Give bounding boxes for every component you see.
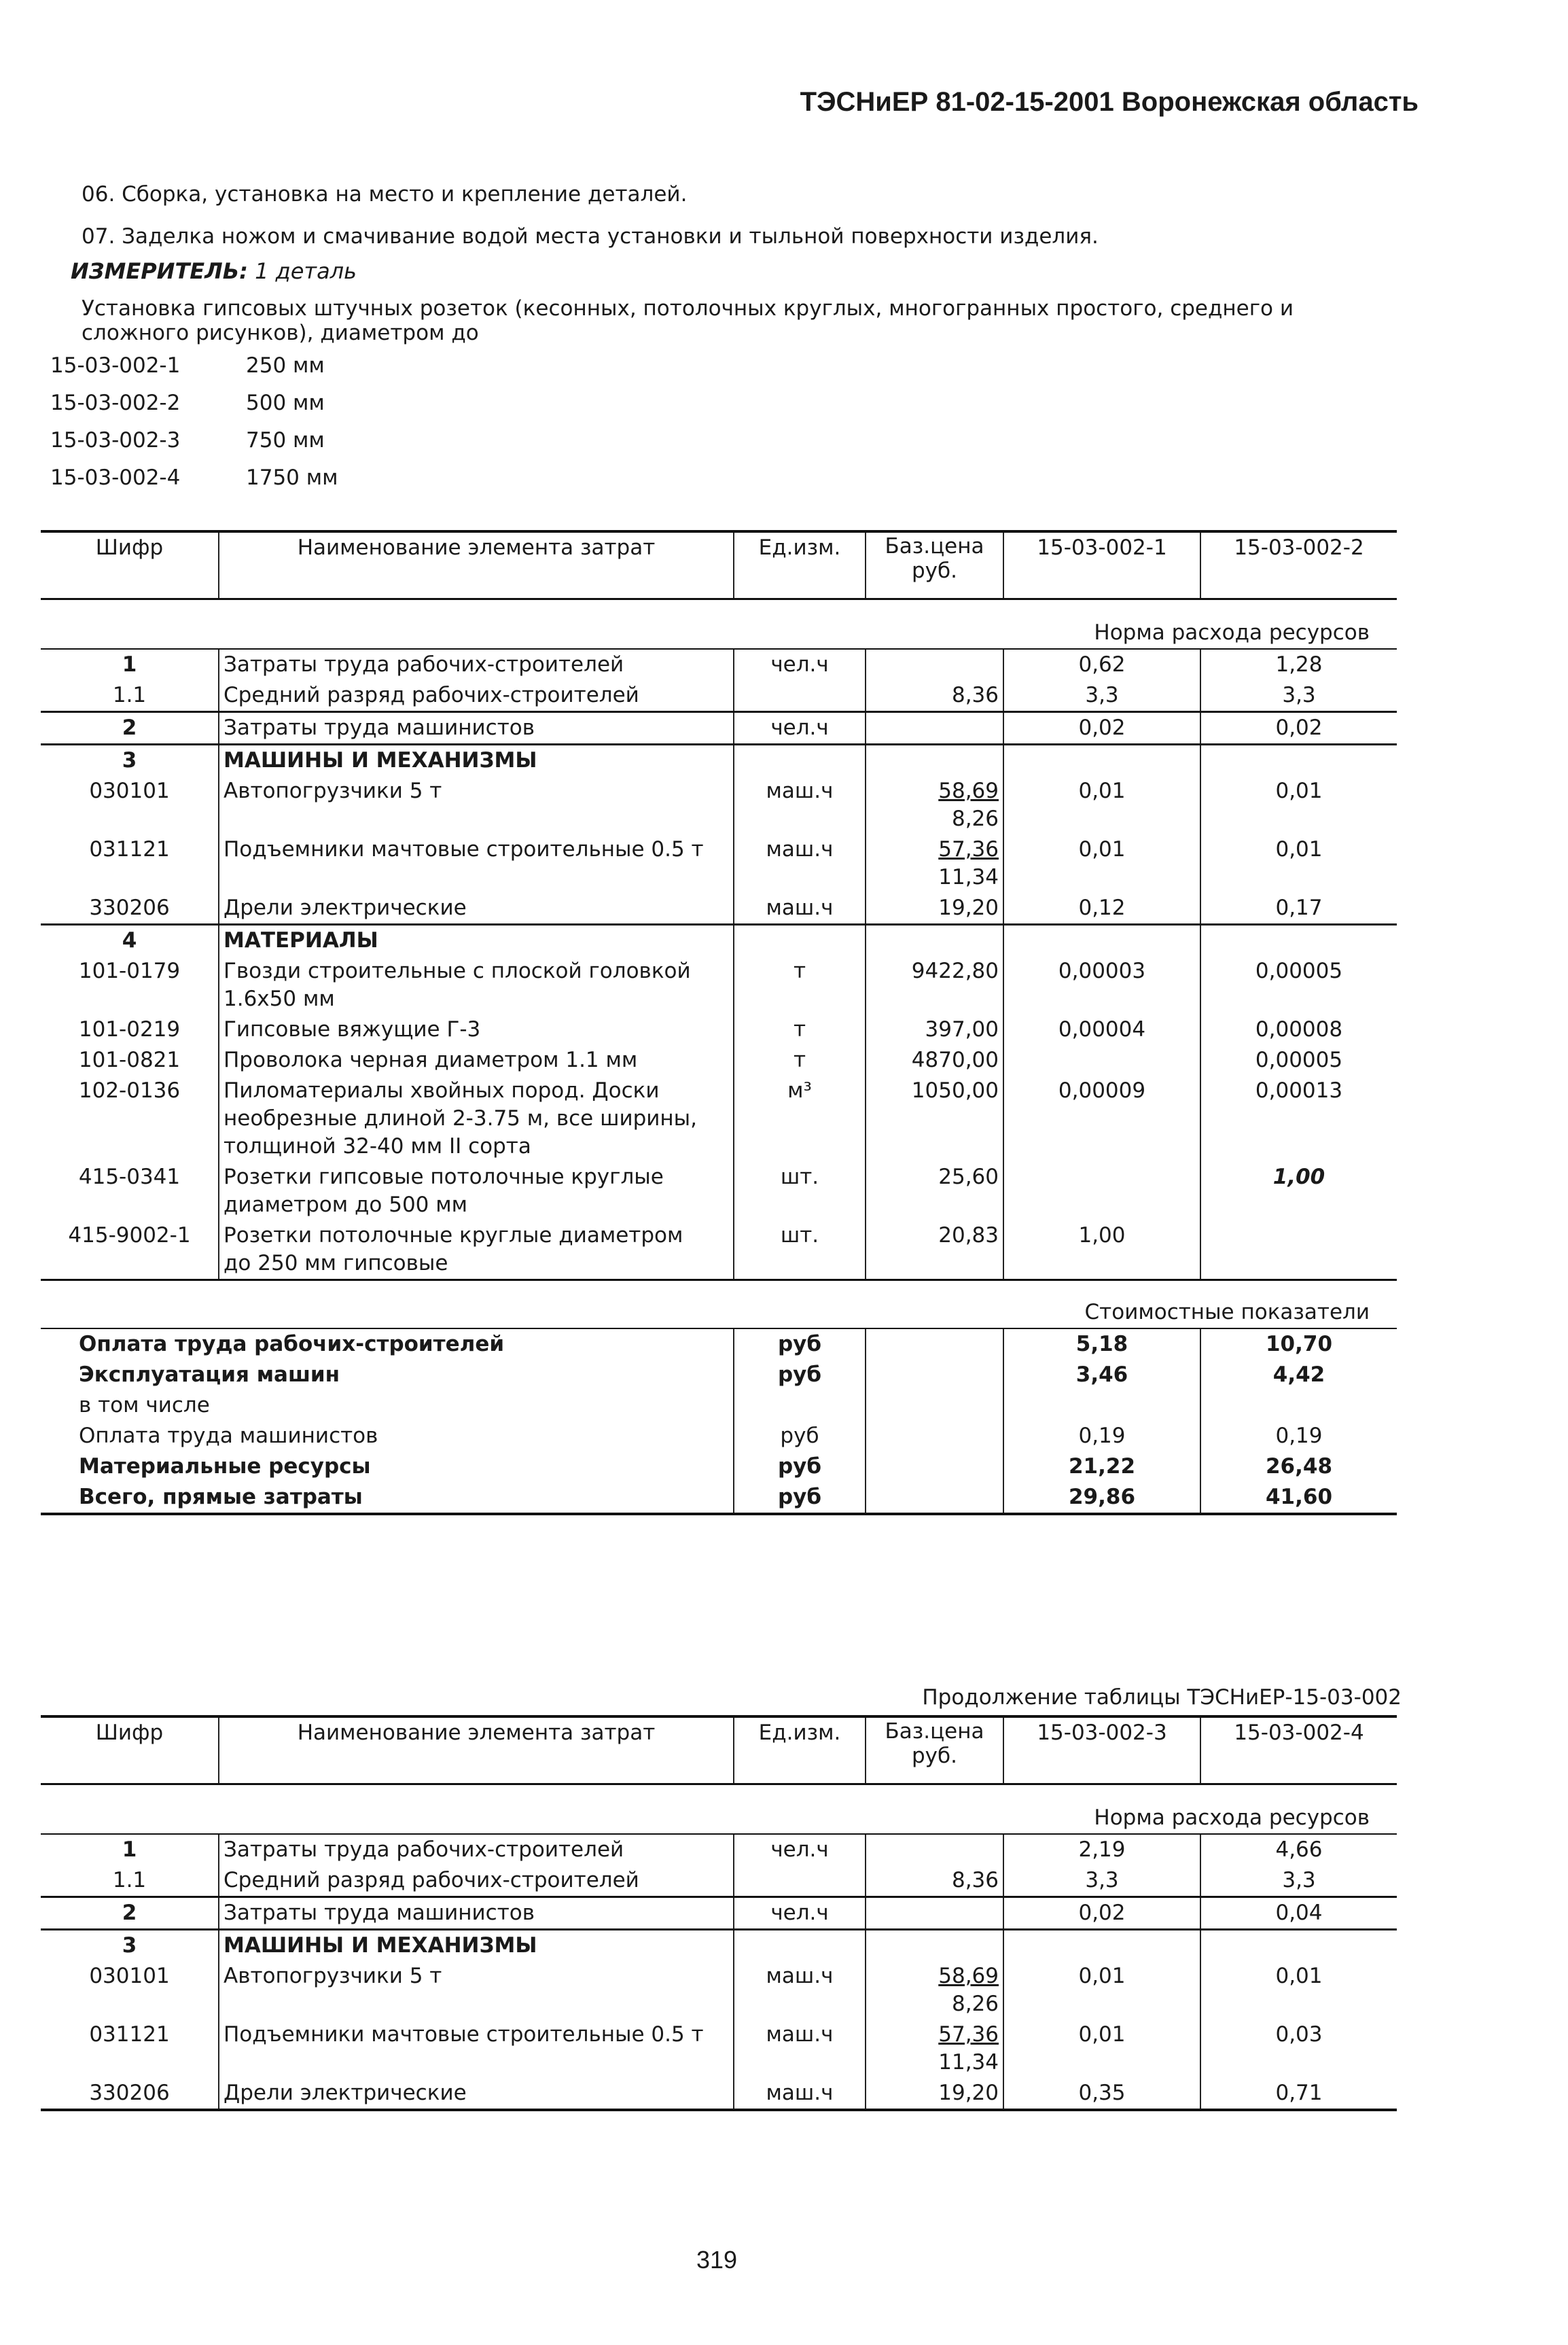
row-code: 030101 (89, 1964, 170, 1988)
row-price (866, 1834, 1003, 1865)
row-value-2: 1,28 (1200, 649, 1397, 680)
description-line-2: сложного рисунков), диаметром до (82, 321, 479, 345)
row-unit (734, 680, 866, 712)
row-code: 415-9002-1 (68, 1223, 191, 1248)
row-price-base: 57,36 (938, 2022, 999, 2047)
row-price-labor: 11,34 (938, 2050, 999, 2075)
row-name: Затраты труда машинистов (219, 712, 734, 745)
col-header-code: Шифр (41, 1716, 219, 1784)
row-name-line: Розетки гипсовые потолочные круглые (224, 1165, 664, 1189)
row-price (866, 1961, 1003, 2020)
row-value-2: 0,00005 (1200, 1045, 1397, 1076)
row-price (866, 834, 1003, 893)
row-value-2: 0,01 (1200, 776, 1397, 834)
row-name-line: 1.6х50 мм (224, 987, 335, 1011)
col-header-name: Наименование элемента затрат (219, 531, 734, 599)
resource-table-2 (41, 1715, 1397, 2111)
code-size: 1750 мм (246, 465, 338, 490)
row-code: 1.1 (112, 1868, 147, 1892)
row-value-2: 0,00005 (1200, 956, 1397, 1015)
row-name: Дрели электрические (219, 893, 734, 925)
table-row (41, 712, 1397, 745)
row-unit: маш.ч (734, 893, 866, 925)
row-value-1: 0,01 (1003, 776, 1200, 834)
col-header-variant-1: 15-03-002-1 (1003, 531, 1200, 599)
cost-label-row (41, 1280, 1397, 1329)
table-row (41, 1015, 1397, 1045)
row-value-1: 1,00 (1003, 1220, 1200, 1280)
cost-value-1: 0,19 (1003, 1421, 1200, 1451)
row-code: 1.1 (112, 683, 147, 707)
cost-name: в том числе (79, 1393, 210, 1417)
row-name: Затраты труда рабочих-строителей (219, 1834, 734, 1865)
row-value-1: 0,00009 (1003, 1076, 1200, 1162)
row-name: Проволока черная диаметром 1.1 мм (219, 1045, 734, 1076)
row-unit: м³ (734, 1076, 866, 1162)
row-value-1: 0,01 (1003, 1961, 1200, 2020)
table-row (41, 1834, 1397, 1865)
table-row (41, 834, 1397, 893)
row-name: Автопогрузчики 5 т (219, 1961, 734, 2020)
row-price-labor: 8,26 (951, 1992, 999, 2016)
row-value-2: 3,3 (1200, 680, 1397, 712)
section-row (41, 925, 1397, 957)
row-name-line: толщиной 32-40 мм II сорта (224, 1134, 531, 1159)
cost-row (41, 1421, 1397, 1451)
row-name: Затраты труда машинистов (219, 1897, 734, 1930)
table-header (41, 1716, 1397, 1784)
row-code: 031121 (89, 837, 170, 862)
row-value-1: 0,01 (1003, 834, 1200, 893)
row-unit: маш.ч (734, 2078, 866, 2110)
col-header-name: Наименование элемента затрат (219, 1716, 734, 1784)
row-name: Затраты труда рабочих-строителей (219, 649, 734, 680)
table-row (41, 956, 1397, 1015)
row-name-line: Гвозди строительные с плоской головкой (224, 959, 691, 983)
row-price: 19,20 (866, 2078, 1003, 2110)
row-value-2: 0,17 (1200, 893, 1397, 925)
row-name: Средний разряд рабочих-строителей (219, 1865, 734, 1897)
row-unit: т (734, 1015, 866, 1045)
row-price: 20,83 (866, 1220, 1003, 1280)
row-code: 2 (41, 712, 219, 745)
row-price (866, 1897, 1003, 1930)
cost-unit: руб (734, 1482, 866, 1514)
col-header-unit: Ед.изм. (734, 1716, 866, 1784)
row-value-1: 2,19 (1003, 1834, 1200, 1865)
cost-row (41, 1482, 1397, 1514)
col-header-code: Шифр (41, 531, 219, 599)
row-value-2: 0,01 (1200, 834, 1397, 893)
row-unit: т (734, 1045, 866, 1076)
row-value-1: 0,00004 (1003, 1015, 1200, 1045)
row-value-1: 0,35 (1003, 2078, 1200, 2110)
norm-label: Норма расхода ресурсов (41, 1784, 1397, 1835)
row-value-2: 0,00013 (1200, 1076, 1397, 1162)
row-price (866, 2020, 1003, 2078)
table-row (41, 776, 1397, 834)
row-name-continuation (224, 1105, 729, 1161)
code-item: 15-03-002-2 (50, 391, 181, 415)
cost-row (41, 1451, 1397, 1482)
code-size: 750 мм (246, 428, 325, 453)
row-value-2 (1200, 1220, 1397, 1280)
section-row (41, 1930, 1397, 1962)
row-name (219, 1162, 734, 1220)
cost-value-1: 5,18 (1003, 1328, 1200, 1360)
cost-name: Оплата труда рабочих-строителей (79, 1332, 505, 1356)
row-price: 1050,00 (866, 1076, 1003, 1162)
cost-row (41, 1360, 1397, 1390)
row-code: 330206 (89, 896, 170, 920)
row-value-1: 0,02 (1003, 712, 1200, 745)
row-price: 8,36 (866, 1865, 1003, 1897)
col-header-variant-2: 15-03-002-2 (1200, 531, 1397, 599)
cost-unit: руб (734, 1328, 866, 1360)
row-price (866, 649, 1003, 680)
cost-unit: руб (734, 1421, 866, 1451)
row-unit: чел.ч (734, 1897, 866, 1930)
cost-value-2: 0,19 (1200, 1421, 1397, 1451)
section-title: МАШИНЫ И МЕХАНИЗМЫ (219, 1930, 734, 1962)
row-code: 3 (41, 1930, 219, 1962)
cost-value-2: 41,60 (1200, 1482, 1397, 1514)
code-item: 15-03-002-3 (50, 428, 181, 453)
col-header-price-line1: Баз.цена (885, 1719, 984, 1744)
section-title: МАШИНЫ И МЕХАНИЗМЫ (219, 745, 734, 777)
row-value-1: 0,01 (1003, 2020, 1200, 2078)
row-price: 9422,80 (866, 956, 1003, 1015)
table-row (41, 1220, 1397, 1280)
row-name (219, 1220, 734, 1280)
row-name-line: Розетки потолочные круглые диаметром (224, 1223, 683, 1248)
row-value-1: 3,3 (1003, 680, 1200, 712)
cost-value-1: 3,46 (1003, 1360, 1200, 1390)
resource-table-1 (41, 530, 1397, 1515)
row-value-2: 0,71 (1200, 2078, 1397, 2110)
step-06: 06. Сборка, установка на место и крепление деталей. (82, 182, 688, 207)
row-price: 8,36 (866, 680, 1003, 712)
section-row (41, 745, 1397, 777)
row-name (219, 956, 734, 1015)
row-name: Дрели электрические (219, 2078, 734, 2110)
description-line-1: Установка гипсовых штучных розеток (кесонных, потолочных круглых, многогранных простого, среднего и (82, 296, 1294, 321)
col-header-price-line2: руб. (912, 559, 957, 583)
row-price: 19,20 (866, 893, 1003, 925)
row-unit: т (734, 956, 866, 1015)
row-price: 397,00 (866, 1015, 1003, 1045)
continuation-caption: Продолжение таблицы ТЭСНиЕР-15-03-002 (922, 1685, 1402, 1710)
cost-name: Материальные ресурсы (79, 1454, 371, 1479)
col-header-price (866, 1716, 1003, 1784)
row-code: 1 (122, 1837, 137, 1862)
row-price-base: 57,36 (938, 837, 999, 862)
row-value-1: 3,3 (1003, 1865, 1200, 1897)
row-value-1: 0,02 (1003, 1897, 1200, 1930)
code-item: 15-03-002-1 (50, 353, 181, 378)
norm-label-row (41, 1784, 1397, 1835)
row-name: Подъемники мачтовые строительные 0.5 т (219, 2020, 734, 2078)
row-name: Автопогрузчики 5 т (219, 776, 734, 834)
table-row (41, 2020, 1397, 2078)
row-value-2: 0,01 (1200, 1961, 1397, 2020)
col-header-price (866, 531, 1003, 599)
row-value-1: 0,62 (1003, 649, 1200, 680)
col-header-variant-4: 15-03-002-4 (1200, 1716, 1397, 1784)
row-name-line: диаметром до 500 мм (224, 1193, 468, 1217)
row-code: 031121 (89, 2022, 170, 2047)
norm-label: Норма расхода ресурсов (41, 599, 1397, 650)
table-row (41, 1961, 1397, 2020)
norm-label-row (41, 599, 1397, 650)
row-code: 2 (41, 1897, 219, 1930)
row-unit: маш.ч (734, 834, 866, 893)
row-value-1: 0,12 (1003, 893, 1200, 925)
row-value-2: 4,66 (1200, 1834, 1397, 1865)
row-value-1: 0,00003 (1003, 956, 1200, 1015)
row-unit: шт. (734, 1220, 866, 1280)
row-code: 102-0136 (78, 1078, 181, 1103)
measure-label: ИЗМЕРИТЕЛЬ: (71, 258, 248, 284)
row-value-2: 3,3 (1200, 1865, 1397, 1897)
row-value-2: 1,00 (1200, 1162, 1397, 1220)
row-code: 101-0821 (78, 1048, 181, 1072)
row-value-2: 0,02 (1200, 712, 1397, 745)
page-header: ТЭСНиЕР 81-02-15-2001 Воронежская область (800, 87, 1419, 117)
code-size: 500 мм (246, 391, 325, 415)
table-row (41, 649, 1397, 680)
row-unit: чел.ч (734, 712, 866, 745)
table-row (41, 893, 1397, 925)
col-header-price-line2: руб. (912, 1744, 957, 1768)
cost-unit: руб (734, 1451, 866, 1482)
measure-line (71, 258, 357, 284)
table-row (41, 1045, 1397, 1076)
row-name (219, 1076, 734, 1162)
row-unit: маш.ч (734, 2020, 866, 2078)
row-code: 101-0179 (78, 959, 181, 983)
row-name: Гипсовые вяжущие Г-3 (219, 1015, 734, 1045)
table-row (41, 1076, 1397, 1162)
row-code: 415-0341 (78, 1165, 181, 1189)
row-unit: чел.ч (734, 649, 866, 680)
cost-row (41, 1328, 1397, 1360)
cost-label: Стоимостные показатели (41, 1280, 1397, 1329)
row-code: 330206 (41, 2078, 219, 2110)
row-price-labor: 11,34 (938, 865, 999, 889)
cost-name: Оплата труда машинистов (79, 1424, 378, 1448)
row-unit: чел.ч (734, 1834, 866, 1865)
cost-value-2: 26,48 (1200, 1451, 1397, 1482)
row-price (866, 712, 1003, 745)
code-item: 15-03-002-4 (50, 465, 181, 490)
col-header-variant-3: 15-03-002-3 (1003, 1716, 1200, 1784)
row-price: 4870,00 (866, 1045, 1003, 1076)
row-price (866, 776, 1003, 834)
code-size: 250 мм (246, 353, 325, 378)
table-row (41, 2078, 1397, 2110)
row-value-2: 0,00008 (1200, 1015, 1397, 1045)
cost-value-2: 10,70 (1200, 1328, 1397, 1360)
table-row (41, 1897, 1397, 1930)
row-name-line: Пиломатериалы хвойных пород. Доски (224, 1078, 660, 1103)
row-code: 101-0219 (78, 1017, 181, 1042)
col-header-unit: Ед.изм. (734, 531, 866, 599)
table-row (41, 1865, 1397, 1897)
table-row (41, 1162, 1397, 1220)
cost-value-1: 29,86 (1003, 1482, 1200, 1514)
row-value-1 (1003, 1162, 1200, 1220)
row-name: Подъемники мачтовые строительные 0.5 т (219, 834, 734, 893)
col-header-price-line1: Баз.цена (885, 534, 984, 559)
measure-value: 1 деталь (255, 258, 357, 284)
cost-value-1: 21,22 (1003, 1451, 1200, 1482)
row-name-line: до 250 мм гипсовые (224, 1251, 448, 1275)
row-unit: маш.ч (734, 776, 866, 834)
row-value-2: 0,03 (1200, 2020, 1397, 2078)
row-name: Средний разряд рабочих-строителей (219, 680, 734, 712)
row-unit (734, 1865, 866, 1897)
cost-name: Эксплуатация машин (79, 1362, 340, 1387)
step-07: 07. Заделка ножом и смачивание водой места установки и тыльной поверхности изделия. (82, 224, 1099, 249)
row-code: 1 (122, 652, 137, 677)
row-price-labor: 8,26 (951, 807, 999, 831)
row-code: 4 (41, 925, 219, 957)
row-code: 030101 (89, 779, 170, 803)
table-header (41, 531, 1397, 599)
cost-row (41, 1390, 1397, 1421)
cost-value-2: 4,42 (1200, 1360, 1397, 1390)
cost-unit: руб (734, 1360, 866, 1390)
section-title: МАТЕРИАЛЫ (219, 925, 734, 957)
row-value-2: 0,04 (1200, 1897, 1397, 1930)
page-number: 319 (696, 2246, 738, 2274)
cost-name: Всего, прямые затраты (41, 1482, 734, 1514)
row-code: 3 (41, 745, 219, 777)
row-unit: маш.ч (734, 1961, 866, 2020)
row-name-line: необрезные длиной 2-3.75 м, все ширины, (224, 1106, 698, 1131)
table-row (41, 680, 1397, 712)
row-price: 25,60 (866, 1162, 1003, 1220)
row-value-1 (1003, 1045, 1200, 1076)
row-price-base: 58,69 (938, 1964, 999, 1988)
row-price-base: 58,69 (938, 779, 999, 803)
row-unit: шт. (734, 1162, 866, 1220)
